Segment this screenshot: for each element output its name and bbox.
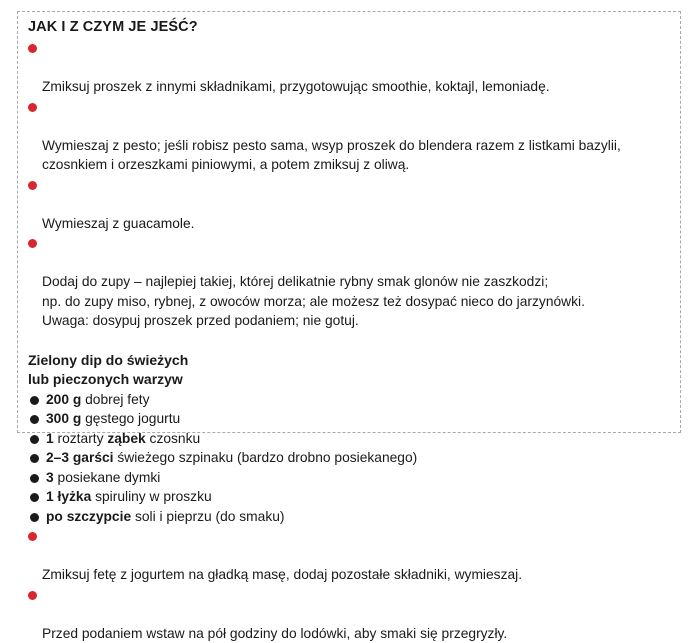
ingredient-item (28, 429, 670, 449)
ingredient-amount: 2–3 garści (46, 450, 114, 465)
tip-item (28, 175, 670, 234)
ingredient-amount: 1 (46, 431, 54, 446)
black-bullet-icon (30, 415, 39, 424)
ingredient-amount: 200 g (46, 392, 81, 407)
ingredient-amount: 300 g (46, 411, 81, 426)
step-item (28, 526, 670, 585)
tip-text: Wymieszaj z pesto; jeśli robisz pesto sama, wsyp proszek do blendera razem z listkami bazylii, czosnkiem i orzeszkami piniowymi, a potem zmiksuj z oliwą. (42, 138, 621, 173)
tip-item (28, 38, 670, 97)
ingredient-amount: 3 (46, 470, 54, 485)
recipe-title-line: Zielony dip do świeżych (28, 351, 670, 371)
step-item (28, 585, 670, 643)
ingredient-text: gęstego jogurtu (81, 411, 180, 426)
tip-text: Zmiksuj proszek z innymi składnikami, przygotowując smoothie, koktajl, lemoniadę. (42, 79, 550, 94)
ingredient-item (28, 468, 670, 488)
tip-item (28, 233, 670, 331)
info-box (17, 11, 681, 433)
ingredient-item (28, 507, 670, 527)
ingredient-text: roztarty (54, 431, 108, 446)
ingredient-amount: 1 łyżka (46, 489, 91, 504)
ingredient-text: soli i pieprzu (do smaku) (131, 509, 284, 524)
ingredient-unit: ząbek (107, 431, 145, 446)
ingredient-text: dobrej fety (81, 392, 149, 407)
black-bullet-icon (30, 474, 39, 483)
black-bullet-icon (30, 454, 39, 463)
step-text: Przed podaniem wstaw na pół godziny do lodówki, aby smaki się przegryzły. (42, 626, 507, 641)
tip-text: Dodaj do zupy – najlepiej takiej, której delikatnie rybny smak glonów nie zaszkodzi; np. do zupy miso, rybnej, z owoców morza; ale możesz też dosypać nieco do jarzynówki. Uwaga: dosypuj proszek przed podaniem; nie gotuj. (42, 274, 585, 328)
steps-list (28, 526, 670, 643)
spacer (28, 331, 670, 351)
red-bullet-icon (28, 532, 37, 541)
tip-text: Wymieszaj z guacamole. (42, 216, 194, 231)
ingredient-item (28, 487, 670, 507)
ingredient-text: posiekane dymki (54, 470, 161, 485)
ingredient-text: czosnku (146, 431, 200, 446)
black-bullet-icon (30, 513, 39, 522)
red-bullet-icon (28, 239, 37, 248)
red-bullet-icon (28, 591, 37, 600)
ingredient-text: świeżego szpinaku (bardzo drobno posiekanego) (114, 450, 418, 465)
red-bullet-icon (28, 44, 37, 53)
black-bullet-icon (30, 493, 39, 502)
tip-item (28, 97, 670, 175)
ingredient-text: spiruliny w proszku (91, 489, 211, 504)
recipe-title (28, 351, 670, 390)
black-bullet-icon (30, 435, 39, 444)
ingredient-item (28, 448, 670, 468)
section-title: JAK I Z CZYM JE JEŚĆ? (28, 17, 670, 37)
recipe-title-line: lub pieczonych warzyw (28, 370, 670, 390)
red-bullet-icon (28, 181, 37, 190)
step-text: Zmiksuj fetę z jogurtem na gładką masę, dodaj pozostałe składniki, wymieszaj. (42, 567, 522, 582)
tips-list (28, 38, 670, 331)
ingredient-item (28, 409, 670, 429)
ingredients-list (28, 390, 670, 527)
ingredient-amount: po szczypcie (46, 509, 131, 524)
black-bullet-icon (30, 396, 39, 405)
ingredient-item (28, 390, 670, 410)
red-bullet-icon (28, 103, 37, 112)
